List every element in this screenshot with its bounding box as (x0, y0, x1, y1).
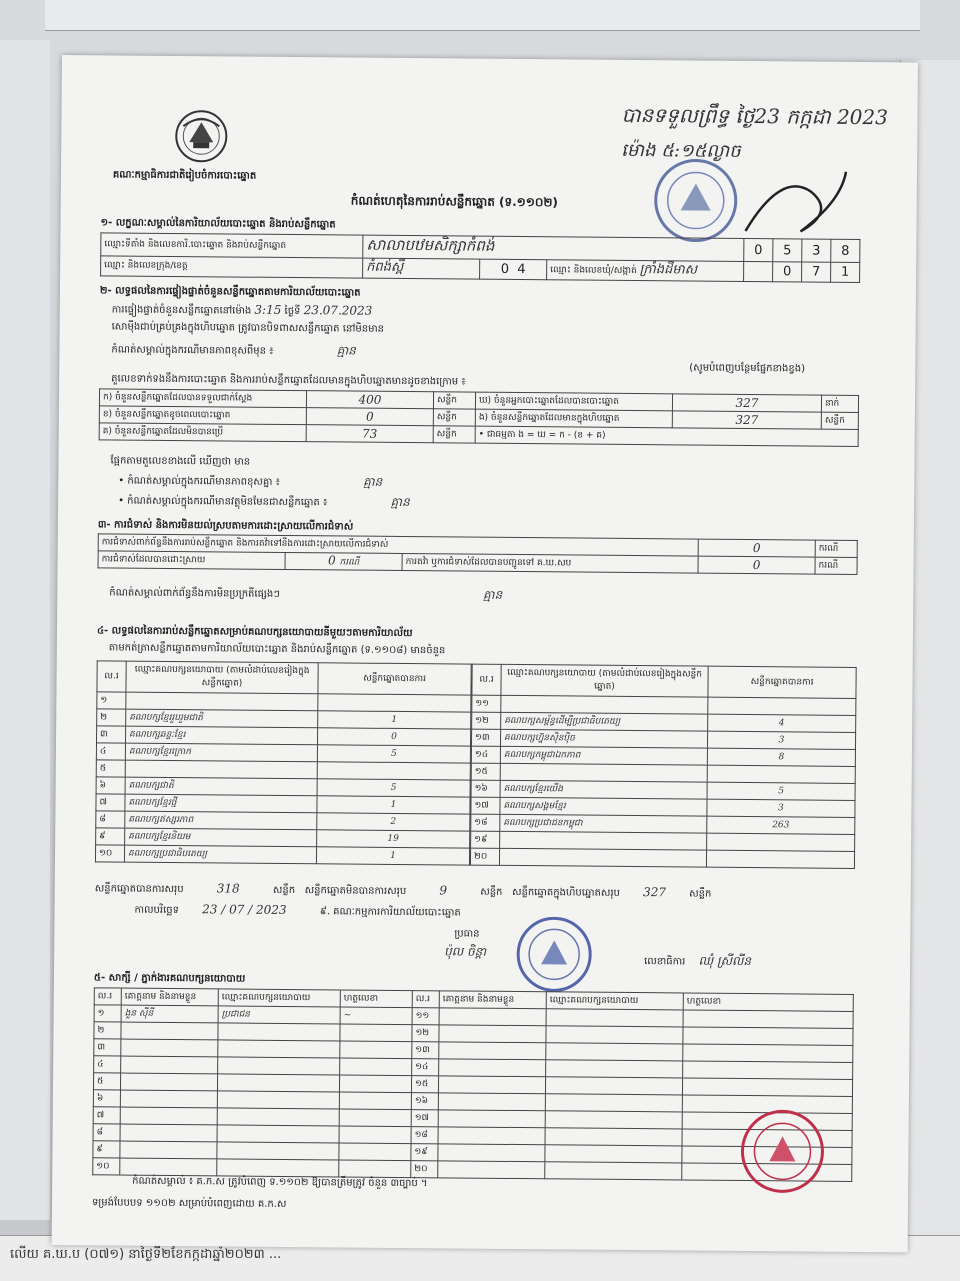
row1-digit: 5 (773, 239, 802, 262)
blue-stamp-icon (650, 155, 741, 246)
col-no: ល.រ (472, 664, 501, 695)
table-row: ៥ (96, 760, 470, 780)
table-row: ១ ងួន ស៊ីនី ប្រជាជន ~ ១១ (94, 1005, 853, 1029)
section5-heading: ៥- សាក្សី / ភ្នាក់ងារគណបក្សនយោបាយ (93, 972, 246, 985)
table-row: ១១ (472, 695, 856, 715)
total-valid: 318 (216, 881, 240, 896)
tally-unit: សន្លឹក (433, 409, 475, 426)
footer-note-2: ទម្រង់បែបបទ ១១០២ សម្រាប់បំពេញដោយ គ.ក.ស (91, 1197, 287, 1211)
note2-value: គ្មាន (363, 474, 383, 489)
row2-label-b: ឈ្មោះ និងលេខឃុំ/សង្កាត់ (550, 265, 637, 277)
table-row: ៧ គណបក្សខ្មែរថ្មី 1 (96, 794, 470, 814)
adjacent-sheet-top (45, 0, 920, 31)
section1-heading: ១- លក្ខណៈសម្គាល់នៃការិយាល័យបោះឆ្នោត និងរាប់សន្លឹកឆ្នោត (100, 217, 336, 231)
note-line: កំណត់សម្គាល់ក្នុងករណីមានភាពខុសពីមុន ៖ គ្មាន (111, 343, 356, 358)
objection-row1: ការជំទាស់ពាក់ព័ន្ធនឹងការរាប់សន្លឹកឆ្នោត និងការតវ៉ាទៅនឹងការដោះស្រាយលើការជំទាស់ (98, 534, 698, 556)
row2-code-b-digit: 0 (773, 262, 802, 282)
tally-label-b: ង) ចំនួនសន្លឹកឆ្នោតដែលមានក្នុងហិបឆ្នោត (475, 409, 672, 428)
committee-blue-stamp-icon (514, 914, 595, 995)
president-label: ប្រធាន (454, 928, 480, 940)
tally-label-b: ឃ) ចំនួនអ្នកបោះឆ្នោតដែលបានបោះឆ្នោត (475, 392, 672, 411)
note2-line: • កំណត់សម្គាល់ក្នុងករណីមានភាពខុសគ្នា ៖ គ្មាន (118, 474, 383, 489)
check-line: សោមុីងជាប់គ្រប់គ្រងក្នុងហិបឆ្នោត ត្រូវបានបិទពាសសន្លឹកឆ្នោត នៅមិនមាន (111, 321, 385, 335)
tally-label: គ) ចំនួនសន្លឹកឆ្នោតដែលមិនបានប្រើ (99, 423, 306, 442)
section1-table (100, 232, 860, 283)
tally-value-b: 327 (672, 411, 821, 429)
sub-line: តួលេខទាក់ទងនឹងការបោះឆ្នោត និងការរាប់សន្លឹកឆ្នោតដែលមានក្នុងហិបឆ្នោតមានដូចខាងក្រោម ៖ (111, 373, 466, 388)
footer-note: កំណត់សម្គាល់ ៖ គ.ក.ស ត្រូវបំពេញ ទ.១១០២ ឱ្យបានត្រឹមត្រូវ ចំនួន ៣ច្បាប់ ។ (132, 1175, 428, 1190)
table-row: ២ ១២ (94, 1022, 853, 1046)
objection-unit: ករណី (815, 540, 857, 557)
note3-value: គ្មាន (390, 494, 410, 510)
open-time: 3:15 (254, 302, 282, 317)
table-row: ៥ ១៥ (93, 1073, 852, 1097)
form-title: កំណត់ហេតុនៃការរាប់សន្លឹកឆ្នោត (ទ.១១០២) (350, 193, 559, 210)
tally-unit-b: សន្លឹក (821, 412, 858, 429)
table-row: ១៧ គណបក្សសង្គមខ្មែរ 3 (471, 797, 855, 817)
row2-label: ឈ្មោះ និងលេខក្រុង/ខេត្ត (101, 256, 363, 278)
tally-label: ក) ចំនួនសន្លឹកឆ្នោតដែលបានទទួលជាក់ស្តែង (99, 389, 306, 408)
row2-value: កំពង់ស្ពឺ (363, 258, 480, 279)
objection-row2: ការជំទាស់ដែលបានដោះស្រាយ (98, 551, 285, 570)
table-row: ១២ គណបក្សសម្ព័ន្ធដើម្បីប្រជាធិបតេយ្យ 4 (472, 712, 856, 732)
row1-value: សាលាបឋមសិក្សាកំពង់ (363, 235, 744, 261)
hint-text: (សូមបំពេញបន្ថែមផ្នែកខាងខ្វង) (689, 362, 806, 375)
tally-value-b: 327 (672, 394, 821, 412)
objection-row2-b-value: 0 (698, 556, 815, 574)
table-row: ១៥ (471, 763, 855, 783)
table-row: ៦ គណបក្សជាតិ 5 (96, 777, 470, 797)
section3-heading: ៣- ការជំទាស់ និងការមិនយល់ស្របតាមការដោះស្រាយលើការជំទាស់ (97, 519, 354, 533)
table-row: ១៤ គណបក្សកម្ពុជាឯកភាព 8 (471, 746, 855, 766)
col-party: ឈ្មោះគណបក្សនយោបាយ (តាមលំដាប់លេខរៀងក្នុងសន្លឹកឆ្នោត) (501, 664, 708, 697)
row2-code-digit: 0 (500, 261, 510, 277)
total-invalid: 9 (439, 883, 448, 898)
table-row: ១៩ (471, 831, 855, 851)
objection-note: កំណត់សម្គាល់ពាក់ព័ន្ធនឹងការមិនប្រក្រតីផ្សេងៗ គ្មាន (109, 587, 503, 602)
secretary-line: លេខាធិការ ឈុំ ស្រីលីន (644, 953, 752, 969)
handwritten-receipt-note: បានទទួលព្រឹទ្ធ ថ្ងៃ23 កក្កដា 2023 (621, 102, 889, 130)
row1-digit: 8 (831, 239, 860, 262)
table-row: ៤ គណបក្សខ្មែរក្រោក 5 (96, 743, 470, 763)
row1-label: ឈ្មោះទីតាំង និងលេខការិ.បោះឆ្នោត និងរាប់សន្លឹកឆ្នោត (101, 233, 363, 258)
section4-heading: ៤- លទ្ធផលនៃការរាប់សន្លឹកឆ្នោតសម្រាប់គណបក្សនយោបាយនីមួយៗតាមការិយាល័យ (96, 625, 413, 640)
col-votes: សន្លឹកឆ្នោតបានការ (708, 666, 856, 698)
total-box: 327 (643, 885, 667, 900)
tally-unit: សន្លឹក (433, 426, 475, 443)
col-party: ឈ្មោះគណបក្សនយោបាយ (តាមលំដាប់លេខរៀងក្នុងសន្លឹកឆ្នោត) (126, 661, 318, 694)
table-row: ១០ ២០ (93, 1158, 852, 1182)
objection-row1-value: 0 (698, 539, 815, 557)
row2-value-b: ក្រាំងដីមាស (639, 262, 698, 278)
results-left (95, 660, 472, 865)
row1-digit: 3 (802, 239, 831, 262)
table-row: ៣ ១៣ (94, 1039, 853, 1063)
col-no: ល.រ (97, 661, 126, 692)
table-row: ៣ គណបក្សឆន្ទៈខ្មែរ 0 (96, 726, 470, 746)
table-row: ៤ ១៤ (94, 1056, 853, 1080)
objection-unit: ករណី (815, 557, 857, 574)
bottom-strip-text: លើយ គ.ឃ.ប (០៧១) នាថ្ងៃទី២ខែកក្កដាឆ្នាំ២០២៣ ... (10, 1247, 282, 1262)
table-row: ២ គណបក្សខ្មែររួបរួមជាតិ 1 (97, 709, 471, 729)
witness-table: ល.រ គោត្តនាម និងនាមខ្លួន ឈ្មោះគណបក្សនយោបាយ ហត្ថលេខា ល.រ គោត្តនាម និងនាមខ្លួន ឈ្មោះគណបក្សនយោបាយ ហត្ថលេខា ១ ងួន ស៊ីនី ប្រជាជន ~ ១១ ២ ១២ ៣ ១៣ ៤ ១៤ ៥ ១៥ ៦ ១៦ ៧ ១៧ ៨ ១៨ ៩ ១៩ ១០ ២០ (92, 987, 854, 1182)
table-row: ៧ ១៧ (93, 1107, 852, 1131)
results-table (97, 660, 857, 862)
table-row: ៨ ១៨ (93, 1124, 852, 1148)
objection-row2-b: ការតវ៉ា ឬការជំទាស់ដែលបានបញ្ជូនទៅ គ.ឃ.សប (402, 553, 698, 573)
date-value: 23 / 07 / 2023 (202, 902, 287, 917)
tally-value: 400 (306, 391, 433, 409)
table-row: ១៨ គណបក្សប្រជាជនកម្ពុជា 263 (471, 814, 855, 834)
table-row: ១៣ គណបក្សហ្វ៊ុនស៊ិនប៉ិច 3 (471, 729, 855, 749)
open-line: ការផ្ទៀងផ្ទាត់ចំនួនសន្លឹកឆ្នោតនៅម៉ោង 3:15 ថ្ងៃទី 23.07.2023 (111, 302, 373, 318)
row2-code-b-digit: 1 (831, 262, 860, 282)
table-row: ៩ ១៩ (93, 1141, 852, 1165)
handwritten-time-note: ម៉ោង ៥:១៥ល្ងាច (621, 139, 741, 162)
tally-value: 0 (306, 408, 433, 426)
note3-line: • កំណត់សម្គាល់ក្នុងករណីមានវត្ថុមិនមែនជាសន្លឹកឆ្នោត ៖ គ្មាន (118, 494, 410, 510)
date-line: កាលបរិច្ឆេទ 23 / 07 / 2023 ៩. គណៈកម្មការការិយាល័យបោះឆ្នោត (134, 902, 461, 919)
table-row: ៦ ១៦ (93, 1090, 852, 1114)
form-1102-sheet (52, 55, 918, 1252)
tally-table (99, 388, 859, 447)
table-row: ១៦ គណបក្សខ្មែរយើង 5 (471, 780, 855, 800)
table-row: ១០ គណបក្សប្រជាធិបតេយ្យ 1 (95, 845, 469, 865)
tally-value: 73 (306, 425, 433, 443)
tally-unit: សន្លឹក (433, 392, 475, 409)
secretary-name: ឈុំ ស្រីលីន (698, 953, 752, 969)
totals-line: សន្លឹកឆ្នោតបានការសរុប 318 សន្លឹក សន្លឹកឆ្នោតមិនបានការសរុប 9 សន្លឹក សន្លឹកឆ្នោតក្នុងហិបឆ្នោតសរុប 327 សន្លឹក (94, 881, 712, 900)
note-value: គ្មាន (336, 343, 356, 358)
tally-label: ខ) ចំនួនសន្លឹកឆ្នោតខូចពេលបោះឆ្នោត (99, 406, 306, 425)
signature-scribble-icon (740, 161, 851, 242)
objection-row2-value: 0 ករណី (285, 552, 402, 570)
tally-unit-b: នាក់ (821, 395, 858, 412)
table-row: ៨ គណបក្សឥស្សរភាព 2 (96, 811, 470, 831)
nec-logo-icon (173, 108, 230, 168)
section4-sub: តាមកត់ត្រាសន្លឹកឆ្នោតតាមការិយាល័យបោះឆ្នោត និងរាប់សន្លឹកឆ្នោត (ទ.១១០៨) មានចំនួន (108, 642, 446, 657)
objection-note-value: គ្មាន (482, 587, 503, 602)
table-row: ៩ គណបក្សខ្មែរនិយម 19 (96, 828, 470, 848)
row2-code-digit: 4 (517, 261, 526, 278)
row1-digit: 0 (744, 238, 773, 261)
open-date: 23.07.2023 (303, 303, 373, 318)
table-row: ១ (97, 692, 471, 712)
extra-line: ផ្អែកតាមតួលេខខាងលើ ឃើញថា មាន (110, 455, 251, 468)
section2-heading: ២- លទ្ធផលនៃការផ្ទៀងផ្ទាត់ចំនួនសន្លឹកឆ្នោតតាមការិយាល័យបោះឆ្នោត (99, 285, 361, 299)
adjacent-sheet-left (0, 40, 50, 1220)
red-stamp-icon (737, 1106, 828, 1197)
col-votes: សន្លឹកឆ្នោតបានការ (318, 663, 471, 695)
row2-code-b-digit: 7 (802, 262, 831, 282)
committee-name: គណៈកម្មាធិការជាតិរៀបចំការបោះឆ្នោត (112, 169, 257, 182)
tally-formula: • ជាធម្មតា ង = ឃ = ក - (ខ + គ) (475, 426, 858, 446)
president-name: ប៉ុល ចិន្តា (444, 944, 487, 959)
objection-table (98, 533, 858, 575)
results-right (470, 664, 857, 869)
table-row: ២០ (470, 848, 854, 868)
